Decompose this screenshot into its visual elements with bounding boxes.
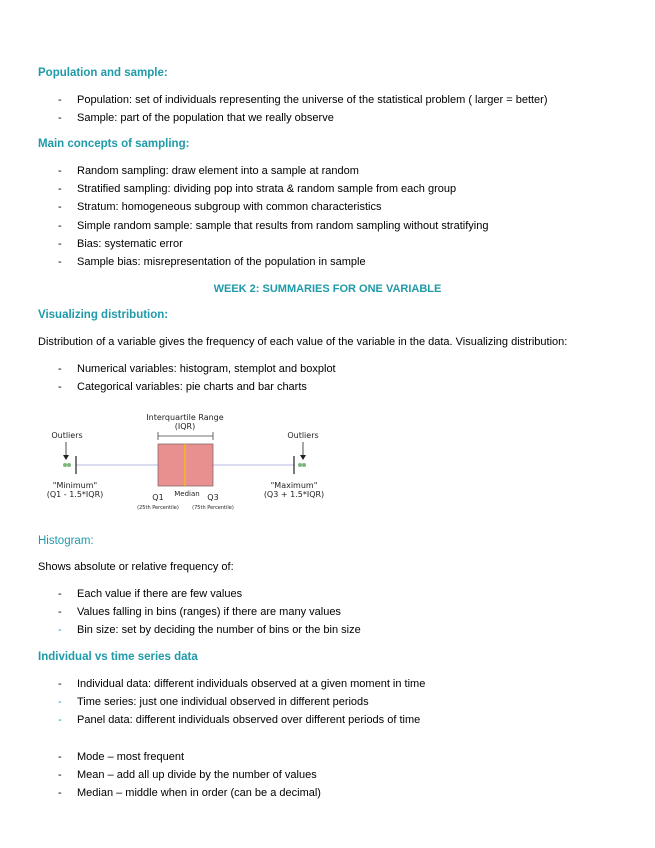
heading-histogram: Histogram: bbox=[38, 535, 94, 547]
outliers-right-label: Outliers bbox=[287, 431, 319, 440]
iqr-abbrev: (IQR) bbox=[174, 422, 196, 431]
q3-percentile: (75th Percentile) bbox=[192, 505, 234, 511]
arrowhead-left-icon bbox=[63, 455, 69, 460]
arrowhead-right-icon bbox=[300, 455, 306, 460]
outlier-point bbox=[67, 463, 71, 467]
maximum-label: "Maximum" bbox=[270, 481, 318, 490]
q1-percentile: (25th Percentile) bbox=[137, 505, 179, 511]
histogram-text: Shows absolute or relative frequency of: bbox=[38, 561, 234, 573]
boxplot-diagram bbox=[40, 405, 340, 515]
q1-label: Q1 bbox=[152, 493, 164, 502]
heading-individual-vs-time-series: Individual vs time series data bbox=[38, 651, 198, 663]
heading-population-and-sample: Population and sample: bbox=[38, 67, 168, 79]
outlier-point bbox=[298, 463, 302, 467]
maximum-formula: (Q3 + 1.5*IQR) bbox=[263, 490, 325, 499]
iqr-label: Interquartile Range bbox=[146, 413, 224, 422]
outlier-point bbox=[302, 463, 306, 467]
heading-visualizing-distribution: Visualizing distribution: bbox=[38, 309, 169, 321]
heading-main-concepts-of-sampling: Main concepts of sampling: bbox=[38, 138, 190, 150]
outliers-left-label: Outliers bbox=[51, 431, 83, 440]
minimum-formula: (Q1 - 1.5*IQR) bbox=[46, 490, 104, 499]
week-2-title: WEEK 2: SUMMARIES FOR ONE VARIABLE bbox=[213, 283, 442, 295]
outlier-point bbox=[63, 463, 67, 467]
visualizing-text: Distribution of a variable gives the frequency of each value of the variable in the data. Visualizing distribution: bbox=[38, 336, 568, 348]
minimum-label: "Minimum" bbox=[52, 481, 98, 490]
q3-label: Q3 bbox=[207, 493, 219, 502]
median-label: Median bbox=[174, 490, 200, 498]
